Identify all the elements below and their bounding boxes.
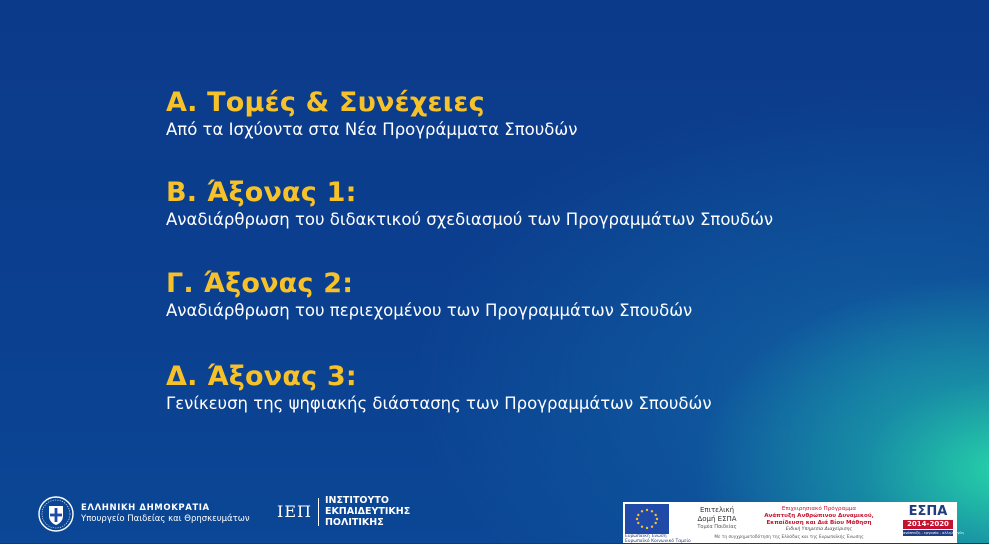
agenda-item-title: Β. Άξονας 1: [166, 177, 357, 208]
espa-unit-label [685, 506, 749, 531]
ministry-line-1: ΕΛΛΗΝΙΚΗ ΔΗΜΟΚΡΑΤΙΑ [81, 503, 210, 513]
ministry-line-2: Υπουργείο Παιδείας και Θρησκευμάτων [81, 514, 250, 524]
program-line-4: Ειδική Υπηρεσία Διαχείρισης [785, 527, 853, 532]
program-line-3: Εκπαίδευση και Διά Βίου Μάθηση [766, 520, 872, 526]
agenda-item-subtitle: Αναδιάρθρωση του διδακτικού σχεδιασμού των Προγραμμάτων Σπουδών [166, 210, 774, 229]
agenda-item-title: Α. Τομές & Συνέχειες [166, 87, 485, 118]
agenda-item [166, 362, 712, 414]
unit-line-3: Τομέα Παιδείας [697, 524, 737, 530]
agenda-item-subtitle: Γενίκευση της ψηφιακής διάστασης των Προγραμμάτων Σπουδών [166, 394, 712, 413]
agenda-item-title: Γ. Άξονας 2: [166, 268, 354, 299]
agenda-item-subtitle: Από τα Ισχύοντα στα Νέα Προγράμματα Σπουδών [166, 120, 578, 139]
eu-flag-icon [625, 504, 669, 534]
agenda-item [166, 269, 692, 321]
cofinance-note: Με τη συγχρηματοδότηση της Ελλάδας και της Ευρωπαϊκής Ένωσης [714, 535, 864, 540]
institute-line-3: ΠΟΛΙΤΙΚΗΣ [324, 517, 384, 528]
espa-logo [901, 504, 964, 540]
agenda-item [166, 88, 577, 140]
agenda-item-title: Δ. Άξονας 3: [166, 361, 357, 392]
institute-logo [277, 495, 410, 528]
program-line-2: Ανάπτυξη Ανθρώπινου Δυναμικού, [764, 513, 874, 519]
unit-line-2: Δομή ΕΣΠΑ [697, 515, 737, 523]
greek-emblem-icon [38, 496, 74, 532]
iep-divider [318, 498, 319, 526]
unit-line-1: Επιτελική [699, 506, 735, 514]
agenda-item-subtitle: Αναδιάρθρωση του περιεχομένου των Προγραμμάτων Σπουδών [166, 301, 693, 320]
eu-logo [625, 504, 691, 544]
eu-caption-1: Ευρωπαϊκή Ένωση [625, 534, 667, 539]
espa-slogan: ανάπτυξη - εργασία - αλληλεγγύη [903, 531, 964, 535]
institute-line-1: ΙΝΣΤΙΤΟΥΤΟ [324, 495, 389, 506]
footer [0, 490, 989, 543]
eu-caption-2: Ευρωπαϊκό Κοινωνικό Ταμείο [625, 539, 691, 544]
ministry-logo [38, 496, 250, 532]
program-line-1: Επιχειρησιακό Πρόγραμμα [781, 506, 857, 512]
agenda-item [166, 178, 773, 230]
espa-word: ΕΣΠΑ [908, 504, 948, 519]
espa-years: 2014-2020 [903, 520, 953, 529]
operational-program-label [754, 506, 884, 533]
institute-line-2: ΕΚΠΑΙΔΕΥΤΙΚΗΣ [324, 506, 411, 517]
espa-funding-banner [623, 502, 964, 544]
iep-logo-mark: ΙΕΠ [277, 502, 312, 521]
